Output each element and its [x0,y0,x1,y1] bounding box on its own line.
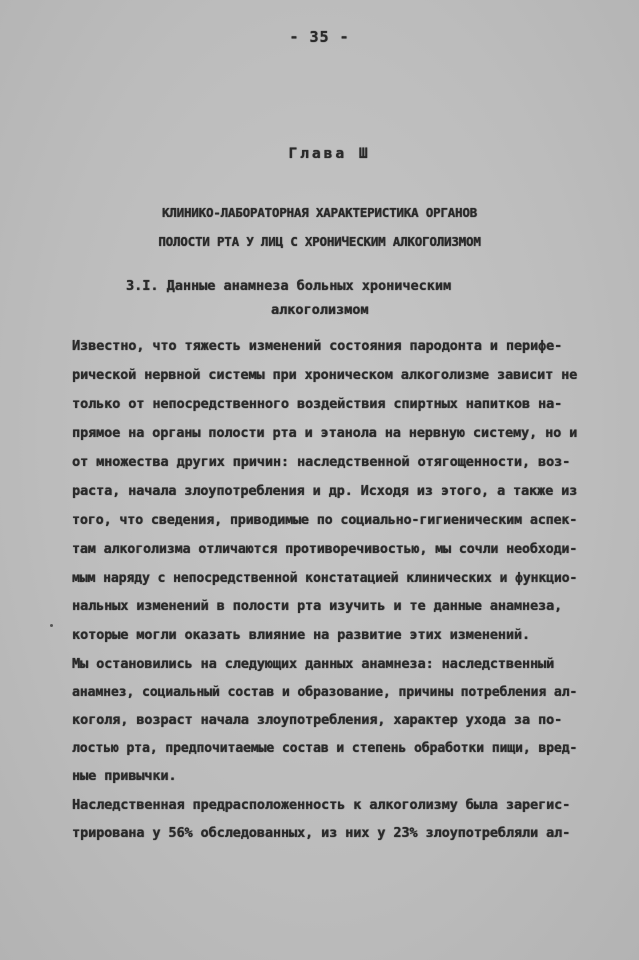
body-line: коголя, возраст начала злоупотребления, характер ухода за по- [72,712,563,728]
body-line: там алкоголизма отличаются противоречивостью, мы сочли необходи- [72,541,578,557]
margin-dot-mark [50,624,53,627]
section-title-line-1: 3.I. Данные анамнеза больных хроническим [126,278,452,294]
chapter-heading-line-1: КЛИНИКО-ЛАБОРАТОРНАЯ ХАРАКТЕРИСТИКА ОРГАНОВ [161,205,477,220]
body-line: только от непосредственного воздействия спиртных напитков на- [72,396,563,412]
body-line: трирована у 56% обследованных, из них у 23% злоупотребляли ал- [72,825,571,841]
section-title-line-2: алкоголизмом [271,302,369,318]
body-line: ные привычки. [72,768,177,784]
body-line: раста, начала злоупотребления и др. Исходя из этого, а также из [72,483,578,499]
body-line: Мы остановились на следующих данных анамнеза: наследственный [72,656,555,672]
body-line: которые могли оказать влияние на развитие этих изменений. [72,627,530,643]
body-line: Наследственная предрасположенность к алкоголизму была зарегис- [72,797,571,813]
body-line: мым наряду с непосредственной констатацией клинических и функцио- [72,570,578,586]
body-line: от множества других причин: наследственной отягощенности, воз- [72,454,571,470]
body-line: того, что сведения, приводимые по социально-гигиеническим аспек- [72,512,578,528]
body-line: рической нервной системы при хроническом алкоголизме зависит не [72,367,578,383]
chapter-title: Глава Ш [288,146,371,162]
body-line: анамнез, социальный состав и образование, причины потребления ал- [72,684,578,700]
chapter-heading-line-2: ПОЛОСТИ РТА У ЛИЦ С ХРОНИЧЕСКИМ АЛКОГОЛИЗМОМ [158,234,481,249]
body-line: прямое на органы полости рта и этанола на нервную систему, но и [72,425,578,441]
body-line: лостью рта, предпочитаемые состав и степень обработки пищи, вред- [72,740,578,756]
page-number: - 35 - [289,28,350,46]
body-line: нальных изменений в полости рта изучить и те данные анамнеза, [72,598,563,614]
body-line: Известно, что тяжесть изменений состояния пародонта и перифе- [72,338,563,354]
